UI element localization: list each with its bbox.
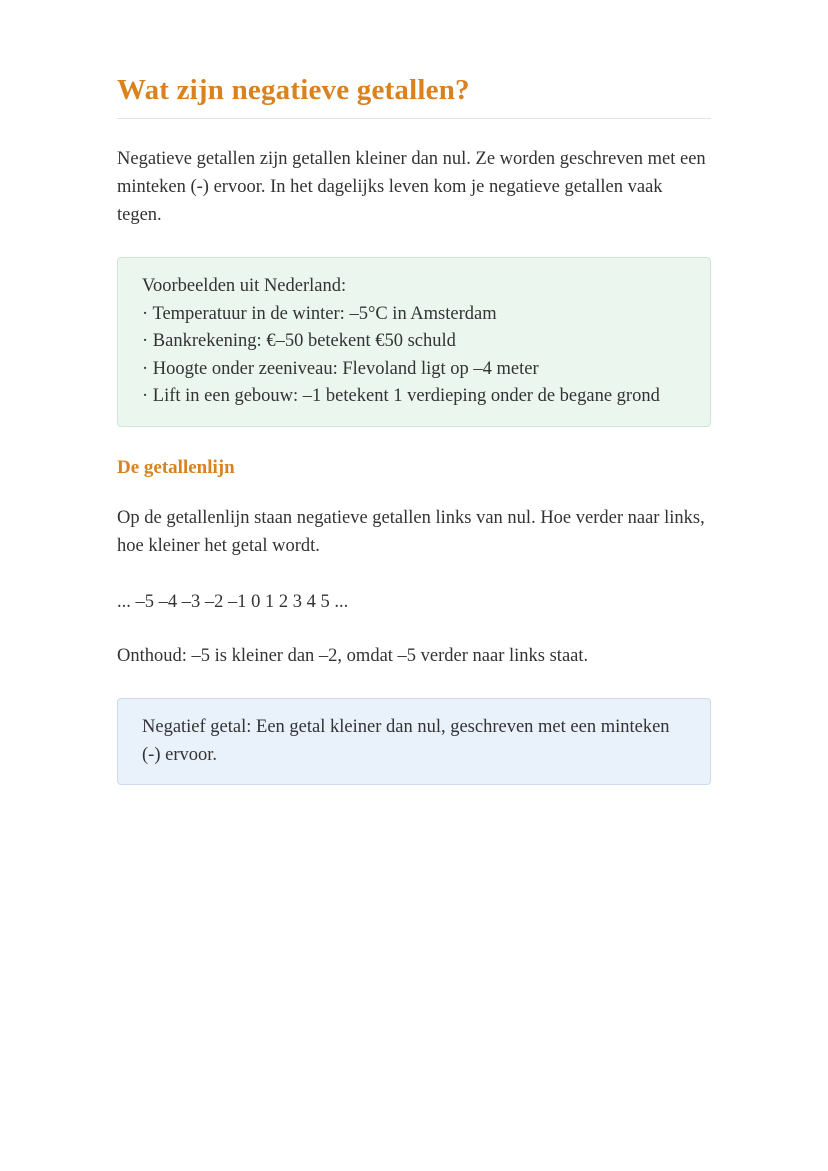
section-heading-number-line: De getallenlijn — [117, 456, 235, 478]
section-paragraph: Op de getallenlijn staan negatieve getallen links van nul. Hoe verder naar links, hoe kleiner het getal wordt. — [117, 508, 705, 557]
example-item-bank: · Bankrekening: €–50 betekent €50 schuld — [142, 331, 456, 352]
note-paragraph: Onthoud: –5 is kleiner dan –2, omdat –5 verder naar links staat. — [117, 646, 589, 667]
intro-paragraph: Negatieve getallen zijn getallen kleiner dan nul. Ze worden geschreven met een minteken (-) ervoor. In het dagelijks leven kom je negatieve getallen vaak tegen. — [117, 149, 706, 226]
example-item-elevator: · Lift in een gebouw: –1 betekent 1 verdieping onder de begane grond — [142, 386, 660, 407]
number-line-text: ... –5 –4 –3 –2 –1 0 1 2 3 4 5 ... — [117, 592, 349, 613]
definition-box — [117, 698, 711, 785]
examples-box-heading: Voorbeelden uit Nederland: — [142, 276, 347, 297]
examples-box — [117, 257, 711, 427]
article — [117, 0, 711, 785]
title-divider — [117, 118, 711, 119]
example-item-sea-level: · Hoogte onder zeeniveau: Flevoland ligt op –4 meter — [142, 358, 539, 379]
example-item-temperature: · Temperatuur in de winter: –5°C in Amsterdam — [142, 303, 497, 324]
definition-text: Negatief getal: Een getal kleiner dan nul, geschreven met een minteken (-) ervoor. — [142, 717, 670, 765]
page-title: Wat zijn negatieve getallen? — [117, 74, 470, 106]
